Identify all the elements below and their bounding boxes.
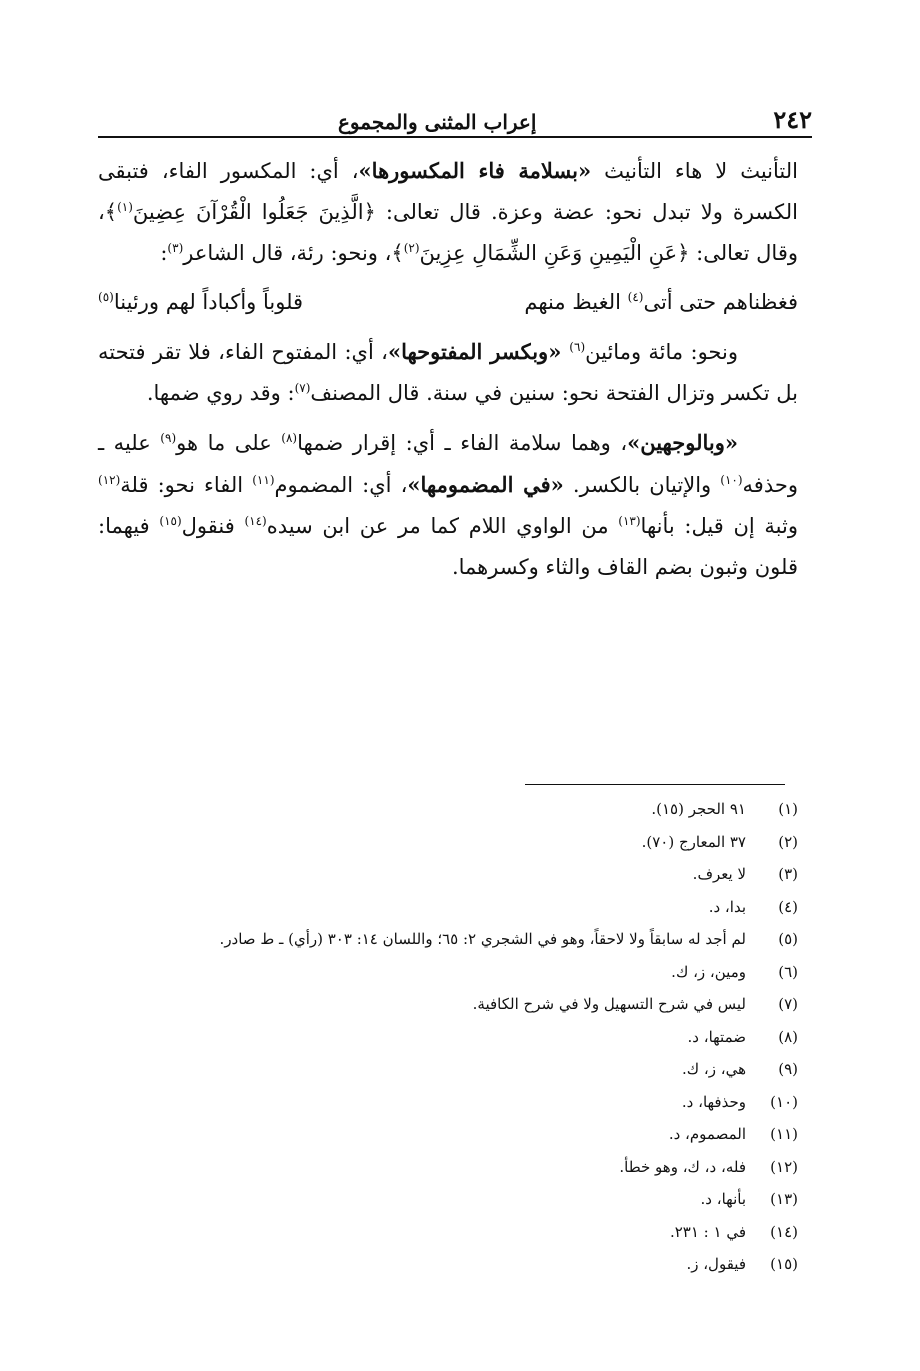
text-span: : وقد روي ضمها. [146,381,295,405]
text-span: الغيظ منهم [524,290,628,314]
footnote-number: (١٢) [770,1157,798,1176]
footnote-ref[interactable]: (٦) [569,340,586,354]
footnote-number: (٩) [778,1060,798,1078]
text-span: فيهما: قلون وثبون بضم القاف والثاء وكسرهما. [98,514,798,579]
footnote-text: فله، د، ك، وهو خطأ. [619,1157,746,1176]
bold-term: «بسلامة فاء المكسورها» [358,158,592,183]
main-text [98,150,798,588]
footnote-text: المصموم، د. [668,1125,746,1143]
paragraph-3 [98,422,798,588]
footnote-ref[interactable]: (٨) [281,431,298,445]
text-span: الفاء نحو: قلة [120,473,253,497]
footnote-ref[interactable]: (١٣) [618,514,641,528]
footnote-number: (٥) [778,930,798,948]
footnote [100,1086,798,1119]
footnote-text: فيقول، ز. [686,1255,746,1273]
footnote-text: لم أجد له سابقاً ولا لاحقاً، وهو في الشجري ٢: ٦٥؛ واللسان ١٤: ٣٠٣ (رأي) ـ ط صادر. [219,930,746,948]
text-span: ، أي: المفتوح الفاء، فلا تقر فتحته بل تكسر وتزال الفتحة نحو: سنين في سنة. قال المصنف [98,340,798,405]
footnote-text: ليس في شرح التسهيل ولا في شرح الكافية. [472,995,746,1013]
footnote-text: بأنها، د. [700,1190,746,1208]
footnote-number: (١٣) [770,1190,798,1208]
footnote-ref[interactable]: (١٤) [244,514,267,528]
footnote-ref[interactable]: (٢) [403,241,420,255]
text-span: فنقول [181,514,245,538]
text-span: فغظناهم حتى أتى [643,290,798,314]
page-number: ٢٤٢ [773,105,812,134]
footnote [100,923,798,956]
footnote-text: بدا، د. [708,897,746,916]
bold-term: «في المضمومها» [407,472,564,497]
footnote [100,1216,798,1249]
footnote-number: (١) [778,800,798,818]
footnote-number: (٤) [778,897,798,916]
text-span: التأنيث لا هاء التأنيث [591,159,798,183]
footnote-text: ضمتها، د. [687,1027,746,1046]
footnote-text: ٩١ الحجر (١٥). [651,800,746,818]
verse-first-hemistich [524,282,798,323]
footnote-number: (٦) [778,962,798,981]
footnotes [100,793,798,1281]
footnote [100,826,798,859]
footnote-ref[interactable]: (٩) [160,431,177,445]
text-span: ، أي: المضموم [274,473,408,497]
poetry-verse [98,282,798,323]
running-title: إعراب المثنى والمجموع [338,110,537,134]
text-span: ونحو: مائة ومائين [585,340,738,364]
text-span: عليه ـ وحذفه [98,431,798,497]
footnote [100,1118,798,1151]
page-header [98,92,812,132]
footnote-ref[interactable]: (١١) [252,473,275,487]
text-span: ﴾، ونحو: رئة، قال الشاعر [183,241,404,265]
text-span: ، أي: المكسور الفاء، فتبقى الكسرة ولا تبدل نحو: عضة وعزة. قال تعالى: ﴿الَّذِينَ جَعَلُوا الْقُرْآنَ عِضِينَ [98,159,798,224]
footnote [100,1248,798,1281]
verse-second-hemistich [98,282,303,323]
footnote-text: في ١ : ٢٣١. [669,1222,746,1241]
footnote [100,1021,798,1054]
footnote-text: ٣٧ المعارج (٧٠). [641,832,746,851]
footnote-number: (١٥) [770,1255,798,1273]
footnote-ref[interactable]: (١٠) [720,473,743,487]
footnote [100,1183,798,1216]
footnote-number: (١٠) [770,1092,798,1111]
text-span: قلوباً وأكباداً لهم ورئينا [113,290,304,314]
footnote-number: (٨) [778,1027,798,1046]
footnote-ref[interactable]: (١٥) [159,514,182,528]
footnote-text: لا يعرف. [692,865,746,883]
footnote-number: (٣) [778,865,798,883]
footnote [100,1151,798,1184]
footnote-ref[interactable]: (٣) [167,241,184,255]
footnote [100,891,798,924]
paragraph-1 [98,150,798,274]
bold-term: «وبكسر المفتوحها» [387,339,570,364]
footnote-number: (١١) [770,1125,798,1143]
footnote [100,858,798,891]
text-span: ، وهما سلامة الفاء ـ أي: إقرار ضمها [297,431,628,455]
footnote [100,793,798,826]
text-span: وثبة إن قيل: بأنها [640,514,798,538]
footnote-number: (٧) [778,995,798,1013]
footnote-number: (٢) [778,832,798,851]
footnote [100,1053,798,1086]
footnote-number: (١٤) [770,1222,798,1241]
footnote [100,988,798,1021]
header-rule [98,136,812,138]
paragraph-2 [98,331,798,414]
text-span: على ما هو [176,431,282,455]
text-span: : [160,241,168,265]
footnote-ref[interactable]: (٥) [98,290,114,304]
bold-term: «وبالوجهين» [627,430,738,455]
footnote-text: هي، ز، ك. [681,1060,746,1078]
footnote-ref[interactable]: (١) [117,200,133,214]
footnote-text: ومين، ز، ك. [671,962,746,981]
text-span: من الواوي اللام كما مر عن ابن سيده [266,514,619,538]
footnote-ref[interactable]: (١٢) [98,473,121,487]
footnote-ref[interactable]: (٧) [294,381,311,395]
footnote [100,956,798,989]
text-span: ﴾، وقال تعالى: ﴿عَنِ الْيَمِينِ وَعَنِ الشِّمَالِ عِزِينَ [98,200,798,265]
footnote-text: وحذفها، د. [681,1092,746,1111]
text-span: والإتيان بالكسر. [563,473,721,497]
footnotes-separator [525,784,785,785]
footnote-ref[interactable]: (٤) [627,290,644,304]
